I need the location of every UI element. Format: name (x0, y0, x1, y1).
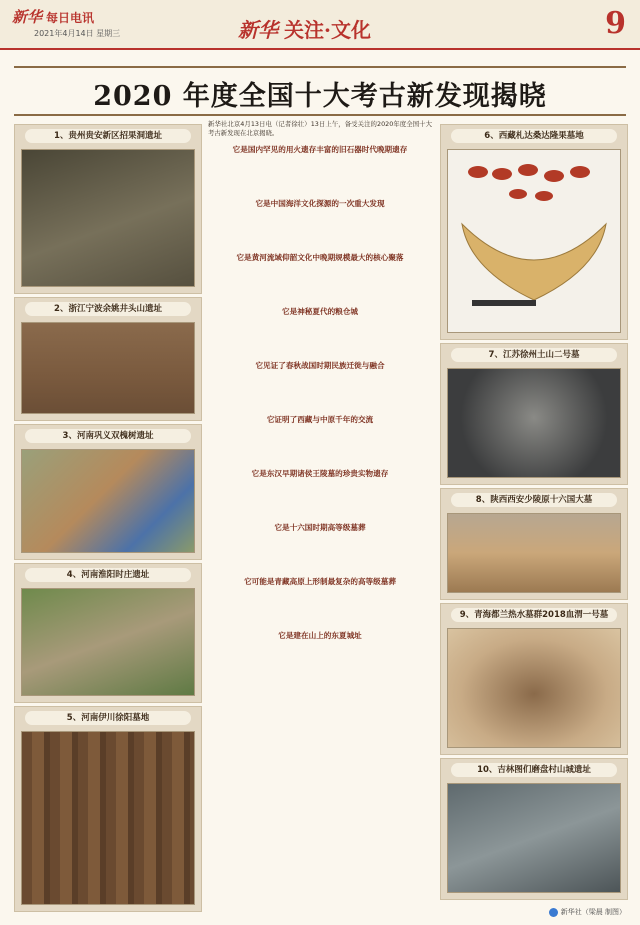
photo-card-4 (14, 563, 202, 703)
photo-card-3 (14, 424, 202, 560)
site-photo (21, 731, 195, 905)
article-lede: 新华社北京4月13日电（记者徐壮）13日上午，备受关注的2020年度全国十大考古新发现在北京揭晓。 (208, 120, 432, 137)
article-paragraph (208, 536, 432, 570)
photo-card-7 (440, 343, 628, 485)
section-heading: 它是神秘夏代的粮仓城 (282, 307, 358, 316)
section-heading: 它是国内罕见的用火遗存丰富的旧石器时代晚期遗存 (232, 145, 408, 154)
divider (14, 66, 626, 68)
photo-caption: 9、青海都兰热水墓群2018血渭一号墓 (451, 608, 617, 622)
site-photo (447, 149, 621, 333)
photo-caption: 2、浙江宁波余姚井头山遗址 (25, 302, 191, 316)
photo-caption: 10、吉林图们磨盘村山城遗址 (451, 763, 617, 777)
gold-mask-artifact (448, 150, 620, 330)
photo-card-5 (14, 706, 202, 912)
photo-credit: 新华社（梁晨 制图） (549, 907, 626, 917)
section-heading: 它是黄河流域仰韶文化中晚期规模最大的核心聚落 (236, 253, 404, 262)
photo-card-6 (440, 124, 628, 340)
article-body (208, 120, 432, 910)
article-paragraph (208, 158, 432, 192)
site-photo (21, 588, 195, 696)
site-photo (447, 783, 621, 893)
section-heading: 它证明了西藏与中原千年的交流 (266, 415, 374, 424)
photo-caption: 4、河南淮阳时庄遗址 (25, 568, 191, 582)
site-photo (21, 449, 195, 553)
photo-card-9 (440, 603, 628, 755)
article-paragraph (208, 266, 432, 300)
photo-caption: 5、河南伊川徐阳墓地 (25, 711, 191, 725)
photo-caption: 3、河南巩义双槐树遗址 (25, 429, 191, 443)
section-heading: 它是建在山上的东夏城址 (278, 631, 362, 640)
xinhua-logo-icon (549, 908, 558, 917)
article-paragraph (208, 212, 432, 246)
article-paragraph (208, 482, 432, 516)
page-headline: 2020 年度全国十大考古新发现揭晓 (93, 81, 547, 112)
masthead (0, 0, 640, 50)
section-heading: 它是东汉早期诸侯王陵墓的珍贵实物遗存 (251, 469, 389, 478)
section-heading: 它可能是青藏高原上形制最复杂的高等级墓葬 (244, 577, 396, 586)
brand-logo: 新华 每日电讯 (12, 8, 95, 26)
photo-card-10 (440, 758, 628, 900)
photo-card-2 (14, 297, 202, 421)
article-paragraph (208, 374, 432, 408)
article-paragraph (208, 644, 432, 678)
photo-card-1 (14, 124, 202, 294)
section-heading: 它是中国海洋文化探源的一次重大发现 (255, 199, 385, 208)
site-photo (447, 513, 621, 593)
photo-caption: 7、江苏徐州土山二号墓 (451, 348, 617, 362)
issue-date: 2021年4月14日 星期三 (34, 29, 121, 38)
section-heading: 它见证了春秋战国时期民族迁徙与融合 (255, 361, 385, 370)
photo-card-8 (440, 488, 628, 600)
photo-caption: 6、西藏札达桑达隆果墓地 (451, 129, 617, 143)
article-paragraph (208, 428, 432, 462)
site-photo (447, 628, 621, 748)
site-photo (447, 368, 621, 478)
section-title: 新华 关注·文化 (238, 18, 371, 42)
photo-caption: 8、陕西西安少陵原十六国大墓 (451, 493, 617, 507)
site-photo (21, 149, 195, 287)
article-paragraph (208, 590, 432, 624)
section-heading: 它是十六国时期高等级墓葬 (274, 523, 366, 532)
divider (14, 114, 626, 116)
site-photo (21, 322, 195, 414)
article-paragraph (208, 320, 432, 354)
photo-caption: 1、贵州贵安新区招果洞遗址 (25, 129, 191, 143)
page-number: 9 (605, 6, 626, 41)
